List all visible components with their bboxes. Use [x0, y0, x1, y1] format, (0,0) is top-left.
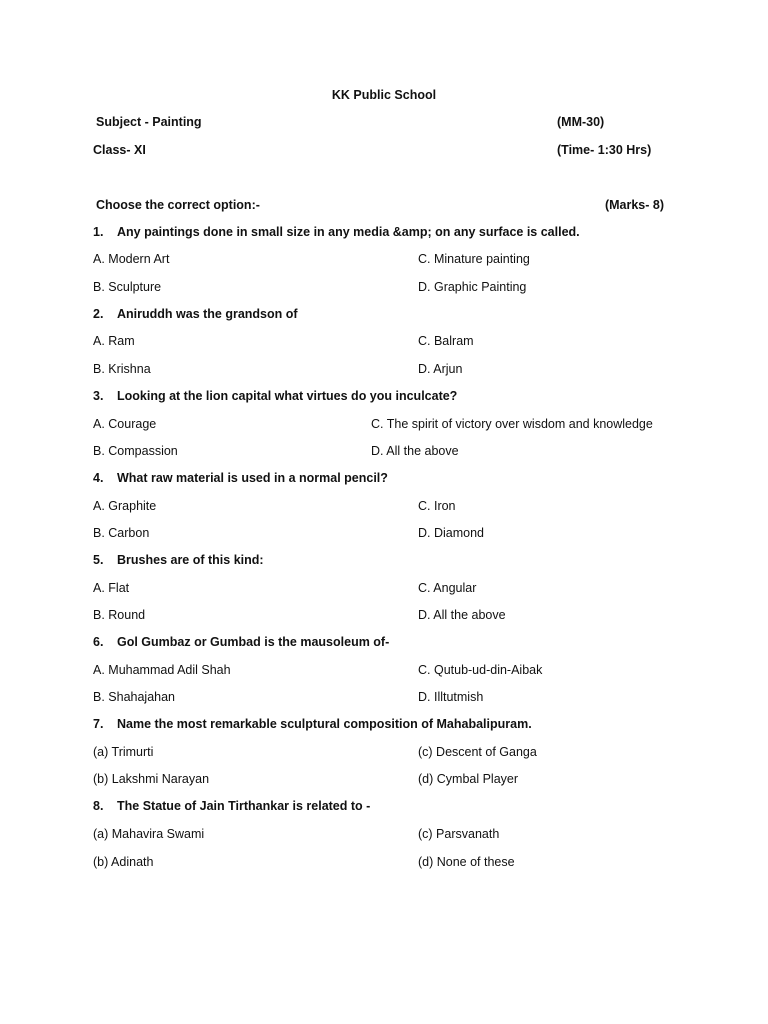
question-number: 8.: [93, 799, 104, 813]
subject-label: Subject - Painting: [96, 115, 202, 129]
school-name: KK Public School: [331, 88, 437, 102]
question-number: 1.: [93, 225, 104, 239]
option-c: (c) Parsvanath: [418, 827, 500, 841]
option-b: B. Shahajahan: [93, 690, 176, 704]
question-text: Name the most remarkable sculptural composition of Mahabalipuram.: [117, 717, 532, 731]
question-5: [93, 553, 264, 568]
option-b: (b) Adinath: [93, 855, 154, 869]
option-a: A. Flat: [93, 581, 130, 595]
option-b: B. Compassion: [93, 444, 178, 458]
question-number: 5.: [93, 553, 104, 567]
section-instruction: Choose the correct option:-: [96, 198, 260, 212]
option-d: (d) None of these: [418, 855, 515, 869]
question-number: 3.: [93, 389, 104, 403]
option-a: A. Ram: [93, 334, 135, 348]
option-b: B. Krishna: [93, 362, 151, 376]
option-b: B. Round: [93, 608, 146, 622]
question-text: Aniruddh was the grandson of: [117, 307, 298, 321]
question-text: Any paintings done in small size in any media &amp; on any surface is called.: [117, 225, 580, 239]
option-d: D. Diamond: [418, 526, 484, 540]
question-number: 6.: [93, 635, 104, 649]
question-number: 4.: [93, 471, 104, 485]
max-marks-label: (MM-30): [557, 115, 605, 129]
question-6: [93, 635, 389, 650]
question-8: [93, 799, 370, 814]
question-text: Gol Gumbaz or Gumbad is the mausoleum of-: [117, 635, 390, 649]
section-marks: (Marks- 8): [604, 198, 664, 212]
question-4: [93, 471, 388, 486]
option-c: C. Angular: [418, 581, 477, 595]
question-2: [93, 307, 298, 322]
option-c: C. Balram: [418, 334, 474, 348]
question-number: 7.: [93, 717, 104, 731]
option-d: D. Illtutmish: [418, 690, 484, 704]
option-b: (b) Lakshmi Narayan: [93, 772, 210, 786]
question-number: 2.: [93, 307, 104, 321]
option-a: (a) Trimurti: [93, 745, 154, 759]
option-b: B. Sculpture: [93, 280, 162, 294]
option-a: A. Muhammad Adil Shah: [93, 663, 231, 677]
question-text: What raw material is used in a normal pencil?: [117, 471, 388, 485]
option-c: C. Iron: [418, 499, 456, 513]
class-label: Class- XI: [93, 143, 146, 157]
question-text: Looking at the lion capital what virtues do you inculcate?: [117, 389, 458, 403]
option-a: (a) Mahavira Swami: [93, 827, 205, 841]
question-7: [93, 717, 532, 732]
question-1: [93, 225, 580, 240]
option-d: D. All the above: [371, 444, 459, 458]
option-d: (d) Cymbal Player: [418, 772, 519, 786]
option-a: A. Graphite: [93, 499, 157, 513]
option-c: (c) Descent of Ganga: [418, 745, 537, 759]
option-a: A. Courage: [93, 417, 157, 431]
option-b: B. Carbon: [93, 526, 150, 540]
time-label: (Time- 1:30 Hrs): [557, 143, 652, 157]
option-d: D. Graphic Painting: [418, 280, 527, 294]
question-text: Brushes are of this kind:: [117, 553, 264, 567]
option-c: C. Minature painting: [418, 252, 530, 266]
option-c: C. The spirit of victory over wisdom and knowledge: [371, 417, 653, 431]
option-d: D. Arjun: [418, 362, 463, 376]
question-3: [93, 389, 457, 404]
option-c: C. Qutub-ud-din-Aibak: [418, 663, 543, 677]
question-text: The Statue of Jain Tirthankar is related to -: [117, 799, 371, 813]
option-a: A. Modern Art: [93, 252, 170, 266]
option-d: D. All the above: [418, 608, 506, 622]
